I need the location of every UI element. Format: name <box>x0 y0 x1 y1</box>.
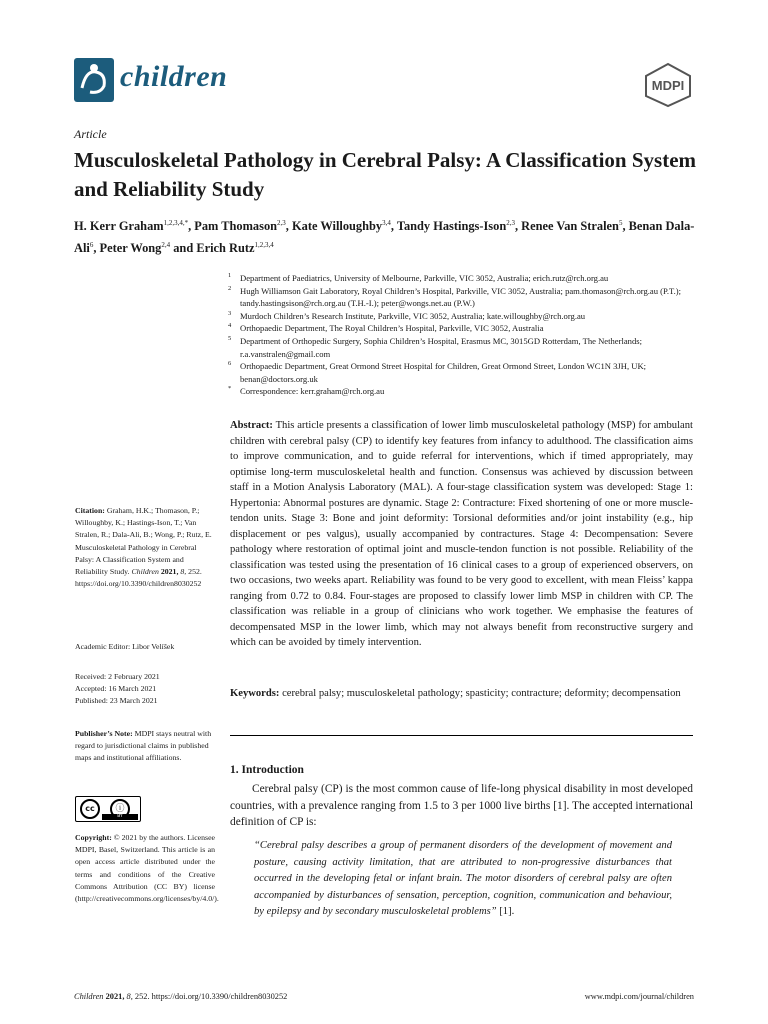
attribution-icon: ⓘ <box>110 799 130 819</box>
author-affiliation-marker: 1,2,3,4,* <box>163 219 189 227</box>
author-affiliation-marker: 2,3 <box>506 219 515 227</box>
citation-block: Citation: Graham, H.K.; Thomason, P.; Willoughby, K.; Hastings-Ison, T.; Van Stralen, R.; Dala-Ali, B.; Wong, P.; Rutz, E. Musculoskeletal Pathology in Cerebral Palsy: A Classification System and Reliability Study. Children 2021, 8, 252. https://doi.org/10.3390/children8030252 <box>75 506 212 589</box>
body-paragraph: Cerebral palsy (CP) is the most common cause of life-long physical disability in most developed countries, with a prevalence ranging from 1.5 to 3 per 1000 live births [1]. The accepted international definition of CP is: <box>230 783 693 829</box>
academic-editor: Academic Editor: Libor Velíšek <box>75 642 175 651</box>
author-affiliation-marker: 3,4 <box>382 219 391 227</box>
article-type: Article <box>74 127 107 141</box>
correspondence: * Correspondence: kerr.graham@rch.org.au <box>228 385 385 397</box>
author-affiliation-marker: 6 <box>89 241 94 250</box>
abstract <box>230 418 693 651</box>
affiliation-item: 2 Hugh Williamson Gait Laboratory, Royal Children’s Hospital, Parkville, VIC 3052, Australia; pam.thomason@rch.org.au (P.T.); tandy.hastingsison@rch.org.au (T.H.-I.); peter@wongs.net.au (P.W.) <box>228 284 682 309</box>
article-title: Musculoskeletal Pathology in Cerebral Palsy: A Classification System and Reliability Study <box>74 148 697 201</box>
author-affiliation-marker: 1,2,3,4 <box>254 241 274 250</box>
affiliation-item: 4 Orthopaedic Department, The Royal Children’s Hospital, Parkville, VIC 3052, Australia <box>228 322 544 334</box>
affiliation-item: 3 Murdoch Children’s Research Institute, Parkville, VIC 3052, Australia; kate.willoughby@rch.org.au <box>228 309 586 321</box>
footer-journal-url[interactable]: www.mdpi.com/journal/children <box>584 992 694 1001</box>
affiliation-item: 1 Department of Paediatrics, University of Melbourne, Parkville, VIC 3052, Australia; erich.rutz@rch.org.au <box>228 272 609 283</box>
publication-dates <box>75 671 215 708</box>
divider <box>230 735 693 736</box>
section-heading: 1. Introduction <box>230 764 304 776</box>
author-name: Renee Van Stralen <box>521 219 619 234</box>
abstract-label: Abstract: <box>230 420 273 431</box>
footer-doi[interactable]: 252. https://doi.org/10.3390/children8030252 <box>132 992 288 1001</box>
keywords-text: cerebral palsy; musculoskeletal pathology; spasticity; contracture; deformity; decompensation <box>282 688 681 699</box>
copyright-block: Copyright: © 2021 by the authors. Licensee MDPI, Basel, Switzerland. This article is an open access article distributed under the terms and conditions of the Creative Commons Attribution (CC BY) license (http://creativecommons.org/licenses/by/4.0/). <box>75 833 219 904</box>
author-affiliation-marker: 2,4 <box>161 241 171 250</box>
author-affiliation-marker: 2,3 <box>277 219 286 227</box>
author-name: Erich Rutz <box>196 241 255 256</box>
author-name: Kate Willoughby <box>292 219 383 234</box>
abstract-text: This article presents a classification of lower limb musculoskeletal pathology (MSP) for ambulant children with cerebral palsy (CP) to identify key features from infancy to adulthood. The classification aims to improve communication, and to guide referral for interventions, which if timed appropriately, may optimise long-term musculoskeletal health and function. Consensus was achieved by discussion between staff in a Motion Analysis Laboratory (MAL). A four-stage classification system was developed: Stage 1: Hypertonia: Abnormal postures are dynamic. Stage 2: Contracture: Fixed shortening of one or more muscle-tendon units. Stage 3: Bone and joint deformity: Torsional deformities and/or joint instability (e.g., hip displacement or pes valgus), usually accompanied by contractures. Stage 4: Decompensation: Severe pathology where restoration of optimal joint and muscle-tendon function is not possible. Reliability of the classification was tested using the presentation of 16 clinical cases to a group of experienced observers, on two occasions, two weeks apart. Reliability was found to be very good to excellent, with mean Fleiss’ kappa ranging from 0.72 to 0.84. Four-stages are proposed to classify lower limb MSP in children with CP. The classification was reliable in a group of clinicians who work together. We emphasise the features of decompensated MSP in the lower limb, which may not always benefit from reconstructive surgery and which can be avoided by timely intervention. <box>230 420 693 648</box>
journal-logo-icon <box>74 58 114 102</box>
author-name: Peter Wong <box>99 241 162 256</box>
author-name: H. Kerr Graham <box>74 219 164 234</box>
by-label: BY <box>102 814 138 820</box>
cc-icon: cc <box>80 799 100 819</box>
author-affiliation-marker: 5 <box>618 219 623 227</box>
affiliation-list <box>228 272 708 398</box>
footer-citation: Children 2021, 8, 252. https://doi.org/10.3390/children8030252 <box>74 992 288 1001</box>
cc-by-license-icon[interactable] <box>75 796 141 822</box>
affiliation-item: 6 Orthopaedic Department, Great Ormond Street Hospital for Children, Great Ormond Street, London WC1N 3JH, UK; benan@doctors.org.uk <box>228 360 647 384</box>
accepted-date: Accepted: 16 March 2021 <box>75 684 157 694</box>
publisher-note: Publisher’s Note: MDPI stays neutral with regard to jurisdictional claims in published maps and institutional affiliations. <box>75 729 212 763</box>
svg-text:MDPI: MDPI <box>651 78 685 93</box>
block-quote: “Cerebral palsy describes a group of permanent disorders of the development of movement and posture, causing activity limitation, that are attributed to non-progressive disturbances that occurred in the developing fetal or infant brain. The motor disorders of cerebral palsy are often accompanied by disturbances of sensation, perception, cognition, communication and behaviour, by epilepsy and by secondary musculoskeletal problems” [1]. <box>254 840 672 918</box>
keywords-label: Keywords: <box>230 688 280 699</box>
citation-reference[interactable]: [1]. <box>496 906 515 918</box>
keywords <box>230 686 693 702</box>
affiliation-item: 5 Department of Orthopedic Surgery, Sophia Children’s Hospital, Erasmus MC, 3015GD Rotterdam, The Netherlands; r.a.vanstralen@gmail.com <box>228 334 643 359</box>
journal-name: children <box>120 60 228 93</box>
author-name: Tandy Hastings-Ison <box>396 219 507 234</box>
published-date: Published: 23 March 2021 <box>75 696 158 706</box>
citation-doi[interactable]: 252. https://doi.org/10.3390/children8030252 <box>75 567 202 589</box>
author-name: Benan Dala-Ali <box>74 219 695 256</box>
author-name: Pam Thomason <box>194 219 278 234</box>
received-date: Received: 2 February 2021 <box>75 672 160 681</box>
mdpi-logo <box>642 62 694 108</box>
author-list: H. Kerr Graham$^{1,2,3,4,*}$, Pam Thomason$^{2,3}$, Kate Willoughby$^{3,4}$, Tandy Hastings-Ison$^{2,3}$, Renee Van Stralen$^5$, Benan Dala-Ali$^6$, Peter Wong$^{2,4}$ and Erich Rutz$^{1,2,3,4}$ <box>74 219 695 256</box>
